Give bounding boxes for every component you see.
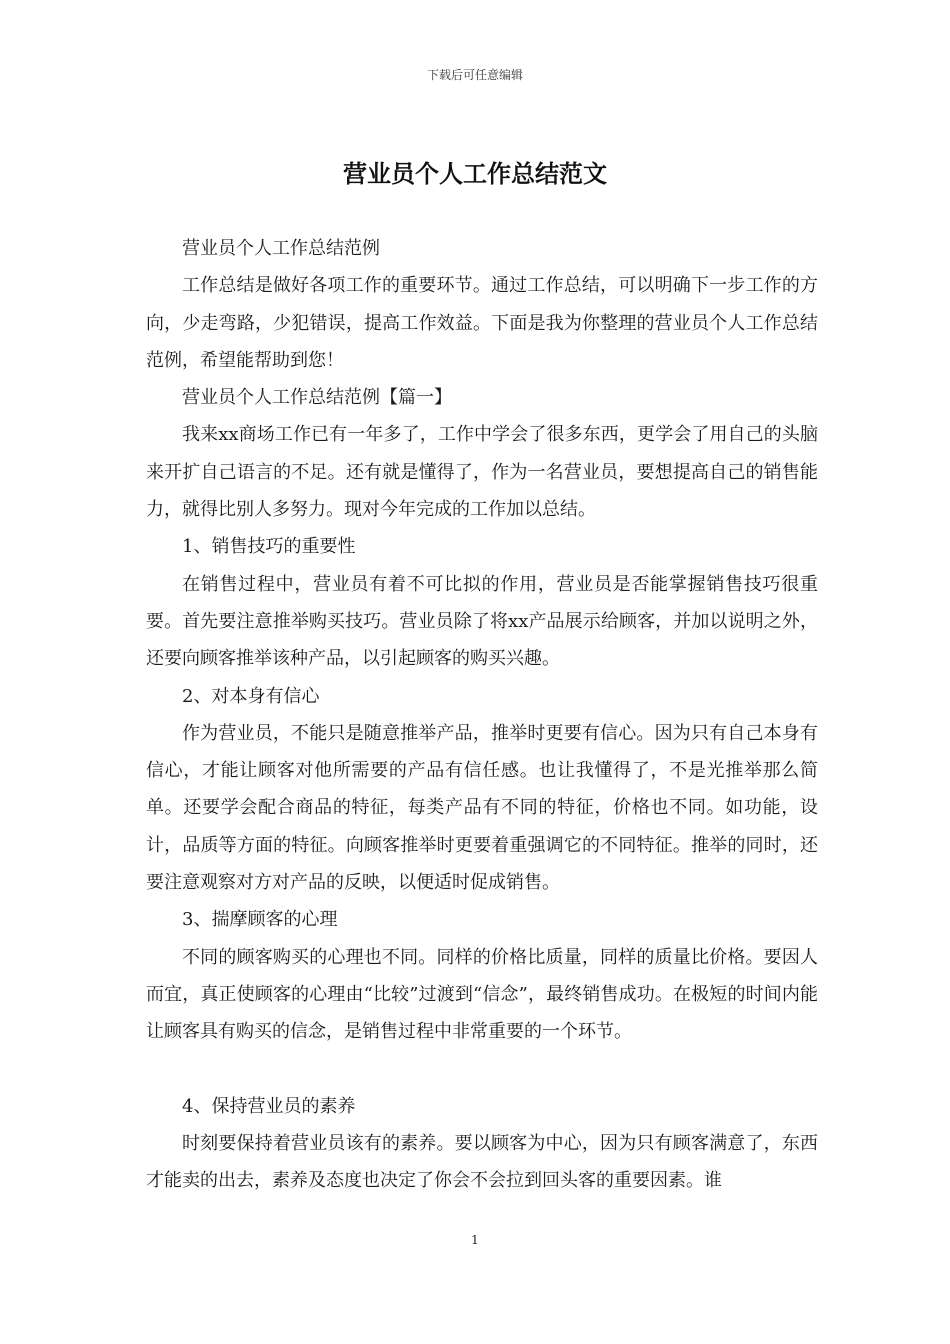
paragraph-subtitle: 营业员个人工作总结范例: [182, 238, 380, 259]
paragraph-intro: 工作总结是做好各项工作的重要环节。通过工作总结，可以明确下一步工作的方向，少走弯路，少犯错误，提高工作效益。下面是我为你整理的营业员个人工作总结范例，希望能帮助到您！: [146, 275, 818, 371]
paragraph-heading-4: 4、保持营业员的素养: [182, 1095, 356, 1117]
paragraph-heading-1: 1、销售技巧的重要性: [182, 536, 356, 558]
paragraph-heading-3: 3、揣摩顾客的心理: [182, 909, 338, 931]
paragraph-body-1: 在销售过程中，营业员有着不可比拟的作用，营业员是否能掌握销售技巧很重要。首先要注意推举购买技巧。营业员除了将xx产品展示给顾客，并加以说明之外，还要向顾客推举该种产品，以引起顾客的购买兴趣。: [146, 573, 818, 670]
paragraph-heading-2: 2、对本身有信心: [182, 685, 320, 707]
paragraph-body-3: 不同的顾客购买的心理也不同。同样的价格比质量，同样的质量比价格。要因人而宜，真正使顾客的心理由“比较”过渡到“信念”，最终销售成功。在极短的时间内能让顾客具有购买的信念，是销售过程中非常重要的一个环节。: [146, 946, 818, 1043]
document-title: 营业员个人工作总结范文: [343, 159, 607, 188]
paragraph-body-2: 作为营业员，不能只是随意推举产品，推举时更要有信心。因为只有自己本身有信心，才能让顾客对他所需要的产品有信任感。也让我懂得了，不是光推举那么简单。还要学会配合商品的特征，每类产品有不同的特征，价格也不同。如功能，设计，品质等方面的特征。向顾客推举时更要着重强调它的不同特征。推举的同时，还要注意观察对方对产品的反映，以便适时促成销售。: [146, 722, 818, 894]
document-body: [146, 230, 818, 1199]
header-note: 下载后可任意编辑: [426, 68, 523, 82]
paragraph-section-heading: 营业员个人工作总结范例【篇一】: [182, 387, 452, 409]
paragraph-body-4: 时刻要保持着营业员该有的素养。要以顾客为中心，因为只有顾客满意了，东西才能卖的出去，素养及态度也决定了你会不会拉到回头客的重要因素。谁: [146, 1132, 818, 1192]
paragraph-opening: 我来xx商场工作已有一年多了，工作中学会了很多东西，更学会了用自己的头脑来开扩自己语言的不足。还有就是懂得了，作为一名营业员，要想提高自己的销售能力，就得比别人多努力。现对今年完成的工作加以总结。: [146, 424, 818, 521]
page-number: 1: [471, 1233, 479, 1247]
